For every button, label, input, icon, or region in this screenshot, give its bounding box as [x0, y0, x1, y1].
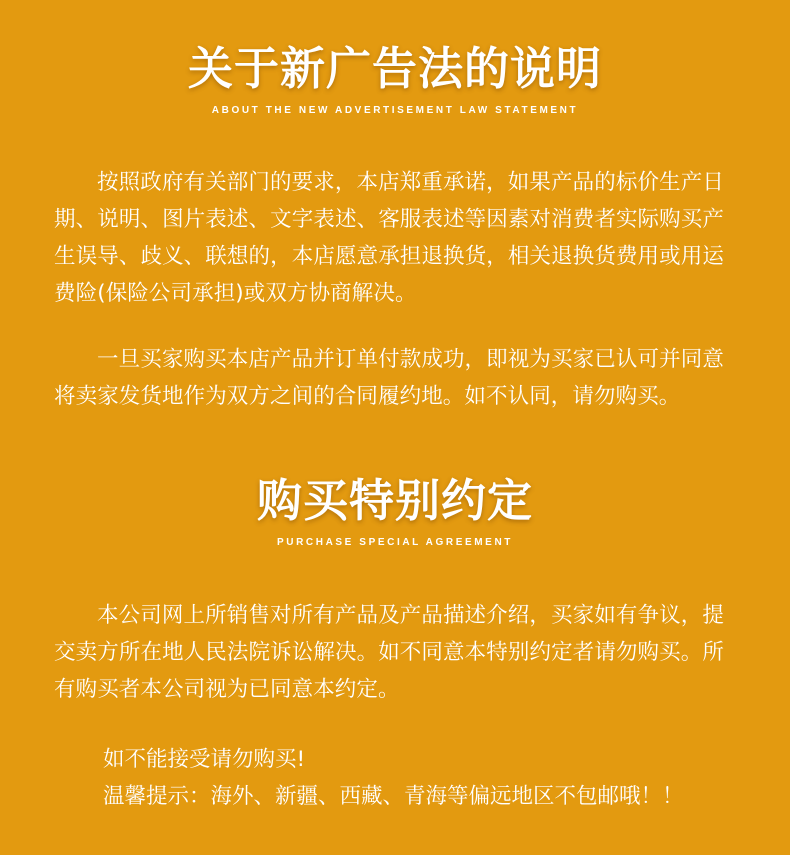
agreement-paragraph: 本公司网上所销售对所有产品及产品描述介绍，买家如有争议，提交卖方所在地人民法院诉讼解决。如不同意本特别约定者请勿购买。所有购买者本公司视为已同意本约定。 [54, 603, 724, 702]
page-title: 关于新广告法的说明 [187, 42, 602, 95]
contract-location-paragraph: 一旦买家购买本店产品并订单付款成功，即视为买家已认可并同意将卖家发货地作为双方之间的合同履约地。如不认同，请勿购买。 [54, 347, 724, 409]
law-statement-paragraph: 按照政府有关部门的要求，本店郑重承诺，如果产品的标价生产日期、说明、图片表述、文字表述、客服表述等因素对消费者实际购买产生误导、歧义、联想的，本店愿意承担退换货，相关退换货费用或用运费险(保险公司承担)或双方协商解决。 [54, 170, 724, 306]
agreement-subtitle: PURCHASE SPECIAL AGREEMENT [277, 537, 513, 548]
notice-line: 如不能接受请勿购买! [103, 747, 306, 772]
shipping-tip-line: 温馨提示：海外、新疆、西藏、青海等偏远地区不包邮哦！！ [103, 784, 684, 809]
agreement-title: 购买特别约定 [256, 474, 533, 527]
page-subtitle: ABOUT THE NEW ADVERTISEMENT LAW STATEMENT [211, 105, 579, 116]
